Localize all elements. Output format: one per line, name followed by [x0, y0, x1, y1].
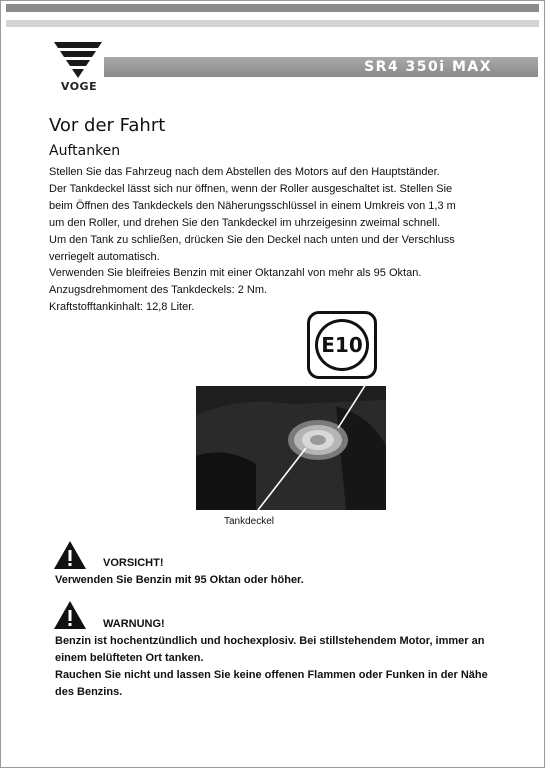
warning-line: einem belüfteten Ort tanken.	[55, 652, 204, 664]
section-title: Vor der Fahrt	[49, 115, 166, 136]
warning-text	[55, 633, 515, 701]
warning-line: des Benzins.	[55, 686, 123, 698]
body-line: Stellen Sie das Fahrzeug nach dem Abstellen des Motors auf den Hauptständer.	[49, 166, 440, 178]
header-stripe-dark	[6, 4, 539, 12]
body-line: Um den Tank zu schließen, drücken Sie den Deckel nach unten und der Verschluss	[49, 233, 455, 246]
body-line: Kraftstofftankinhalt: 12,8 Liter.	[49, 301, 195, 314]
figure-caption: Tankdeckel	[224, 516, 275, 527]
model-banner	[104, 57, 538, 77]
model-name: SR4 350i MAX	[364, 59, 492, 75]
fuel-cap-figure	[196, 308, 386, 533]
warning-line: Benzin ist hochentzündlich und hochexplosiv. Bei stillstehendem Motor, immer an	[55, 635, 485, 647]
e10-fuel-sign	[307, 311, 377, 379]
caution-line: Verwenden Sie Benzin mit 95 Oktan oder höher.	[55, 574, 304, 586]
warning-title: WARNUNG!	[103, 618, 165, 630]
header-stripe-light	[6, 20, 539, 27]
caution-text	[55, 572, 515, 589]
body-line: Verwenden Sie bleifreies Benzin mit einer Oktanzahl von mehr als 95 Oktan.	[49, 267, 422, 280]
brand-name: VOGE	[60, 80, 98, 93]
caution-warning-icon	[53, 540, 87, 570]
body-line: Der Tankdeckel lässt sich nur öffnen, wenn der Roller ausgeschaltet ist. Stellen Sie	[49, 182, 453, 195]
body-line: Anzugsdrehmoment des Tankdeckels: 2 Nm.	[49, 284, 268, 297]
body-line: verriegelt automatisch.	[49, 250, 160, 263]
warning-line: Rauchen Sie nicht und lassen Sie keine offenen Flammen oder Funken in der Nähe	[55, 669, 488, 681]
fuel-cap-photo	[196, 386, 386, 510]
body-line: um den Roller, und drehen Sie den Tankdeckel im uhrzeigesinn zweimal schnell.	[49, 216, 441, 229]
caution-title: VORSICHT!	[103, 557, 164, 569]
e10-label: E10	[315, 319, 369, 371]
body-line: beim Öffnen des Tankdeckels den Näherungsschlüssel in einem Umkreis von 1,3 m	[49, 199, 456, 212]
warning-icon	[53, 600, 87, 630]
body-text	[49, 164, 519, 316]
section-subtitle: Auftanken	[49, 143, 121, 159]
